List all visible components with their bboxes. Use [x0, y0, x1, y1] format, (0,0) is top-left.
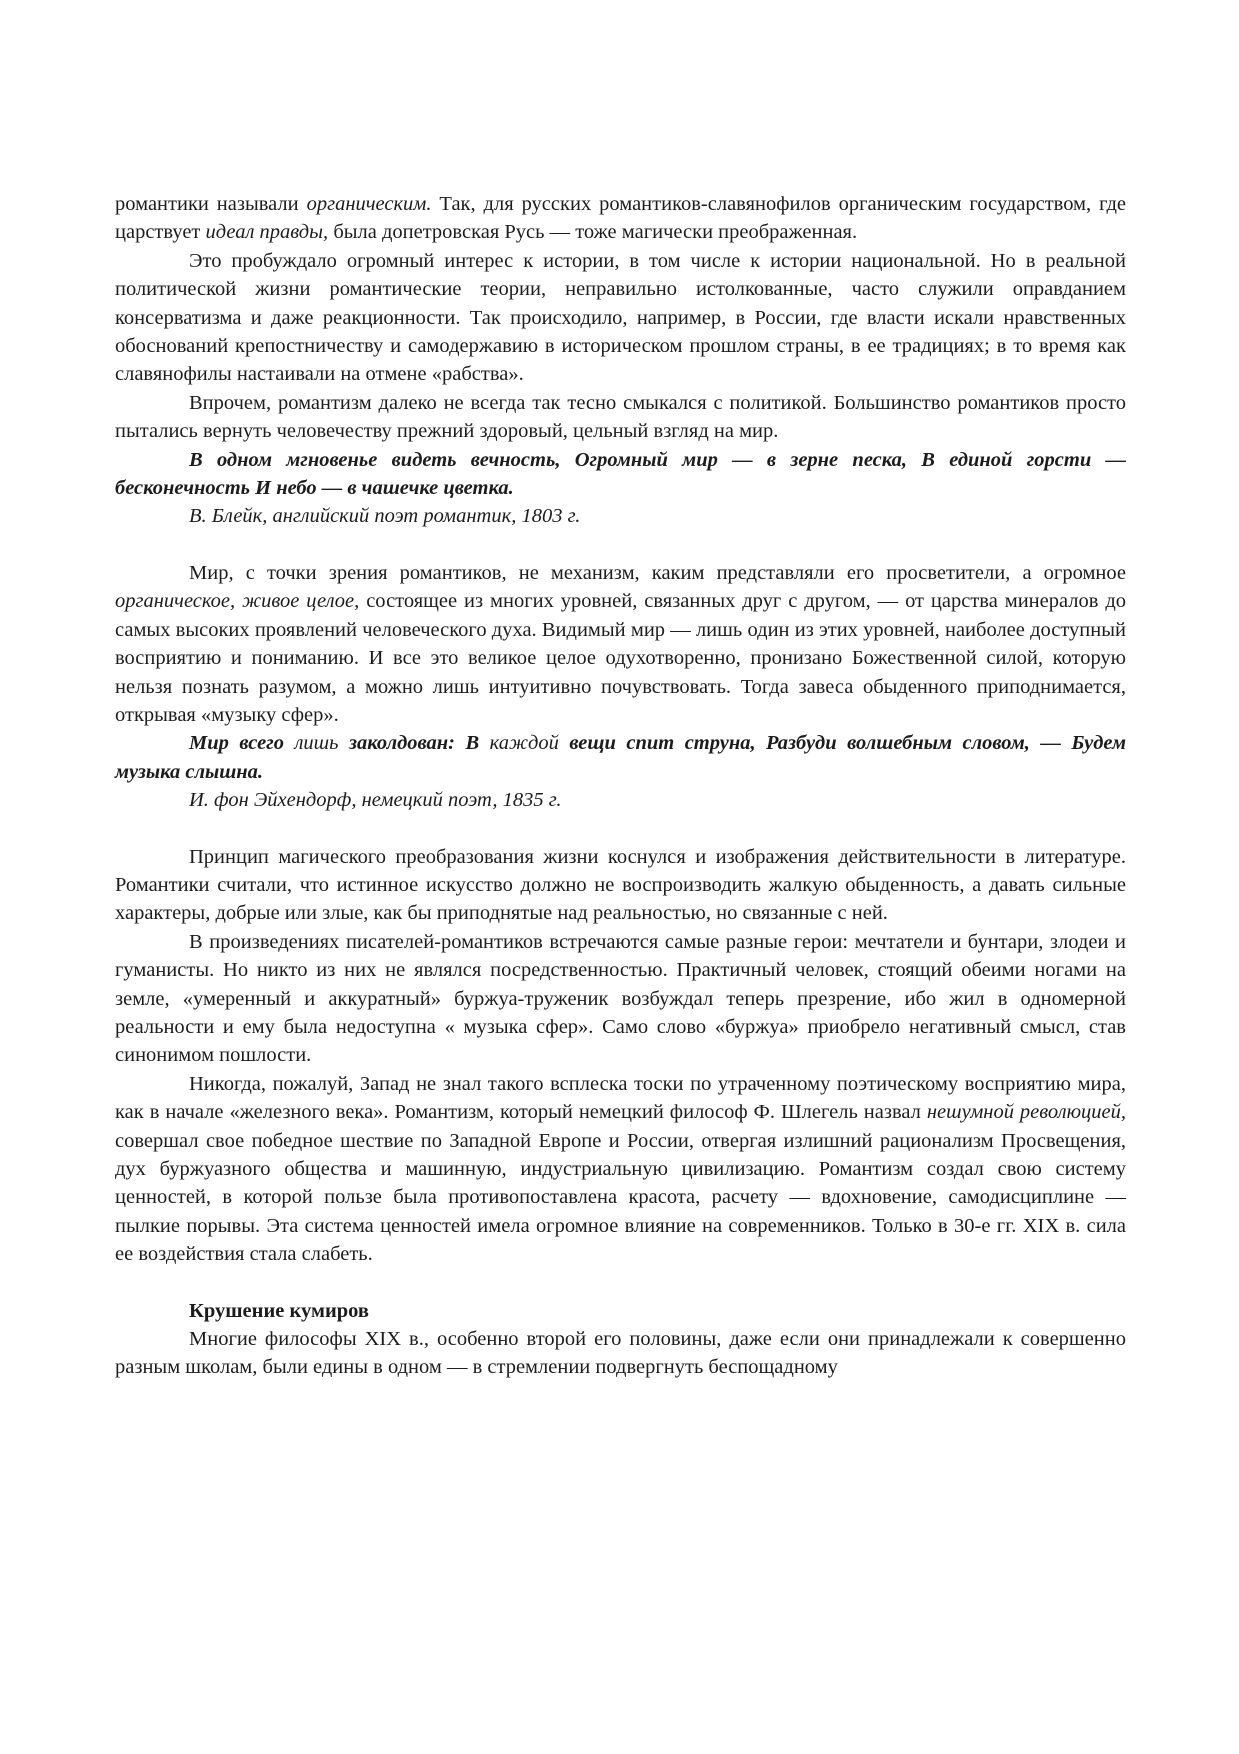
text-segment: Никогда, пожалуй, Запад не знал такого всплеска тоски по утраченному поэтическому восприятию мира, как в начале «железного века». Романтизм, который немецкий философ Ф. Шлегель назвал	[115, 1072, 1126, 1124]
paragraph-3: Впрочем, романтизм далеко не всегда так тесно смыкался с политикой. Большинство романтиков просто пытались вернуть человечеству прежний здоровый, цельный взгляд на мир.	[115, 391, 1126, 443]
emphasis: идеал правды,	[205, 221, 329, 244]
text-segment: романтики называли	[115, 193, 307, 215]
paragraph-4	[115, 559, 1126, 729]
paragraph-1	[115, 190, 1126, 247]
emphasis: органическое, живое целое,	[115, 590, 360, 613]
paragraph-7	[115, 1070, 1126, 1269]
quote-segment: заколдован: В	[338, 732, 490, 755]
emphasis: органическим.	[306, 193, 432, 215]
text-segment: была допетровская Русь — тоже магически преображенная.	[328, 221, 858, 244]
blake-attribution: В. Блейк, английский поэт романтик, 1803 г.	[189, 505, 581, 528]
quote-segment: Мир всего	[189, 732, 295, 755]
quote-segment: вещи спит струна, Разбуди волшебным словом, — Будем музыка слышна.	[115, 732, 1126, 783]
blake-quote: В одном мгновенье видеть вечность, Огромный мир — в зерне песка, В единой горсти — бесконечность И небо — в чашечке цветка.	[115, 448, 1126, 500]
emphasis: нешумной революцией,	[926, 1101, 1127, 1124]
spacer	[115, 815, 1126, 843]
quote-segment: каждой	[489, 732, 559, 755]
paragraph-6: В произведениях писателей-романтиков встречаются самые разные герои: мечтатели и бунтари, злодеи и гуманисты. Но никто из них не являлся посредственностью. Практичный человек, стоящий обеими ногами на земле, «умеренный и аккуратный» буржуа-труженик возбуждал теперь презрение, ибо жил в одномерной реальности и ему была недоступна « музыка сфер». Само слово «буржуа» приобрело негативный смысл, став синонимом пошлости.	[115, 930, 1126, 1067]
text-segment: состоящее из многих уровней, связанных друг с другом, — от царства минералов до самых высоких проявлений человеческого духа. Видимый мир — лишь один из этих уровней, наиболее доступный восприятию и пониманию. И все это великое целое одухотворенно, пронизано Божественной силой, которую нельзя познать разумом, а можно лишь интуитивно почувствовать. Тогда завеса обыденного приподнимается, открывая «музыку сфер».	[115, 590, 1127, 726]
paragraph-5: Принцип магического преобразования жизни коснулся и изображения действительности в литературе. Романтики считали, что истинное искусство должно не воспроизводить жалкую обыденность, а давать сильные характеры, добрые или злые, как бы приподнятые над реальностью, но связанные с ней.	[115, 845, 1126, 925]
spacer	[115, 531, 1126, 559]
section-heading: Крушение кумиров	[189, 1299, 369, 1322]
text-segment: совершал свое победное шествие по Западной Европе и России, отвергая излишний рационализм Просвещения, дух буржуазного общества и машинную, индустриальную цивилизацию. Романтизм создал свою систему ценностей, в которой пользе была противопоставлена красота, расчету — вдохновение, самодисциплине — пылкие порывы. Эта система ценностей имела огромное влияние на современников. Только в 30-е гг. XIX в. сила ее воздействия стала слабеть.	[115, 1129, 1126, 1266]
text-segment: Мир, с точки зрения романтиков, не механизм, каким представляли его просветители, а огромное	[189, 561, 1126, 584]
quote-segment: лишь	[294, 732, 339, 755]
spacer	[115, 1269, 1126, 1297]
paragraph-8: Многие философы XIX в., особенно второй его половины, даже если они принадлежали к совершенно разным школам, были едины в одном — в стремлении подвергнуть беспощадному	[115, 1328, 1126, 1379]
text-segment: Так, для русских романтиков-славянофилов органическим государством, где царствует	[115, 193, 1126, 244]
eichendorff-attribution: И. фон Эйхендорф, немецкий поэт, 1835 г.	[189, 789, 562, 812]
eichendorff-quote	[115, 729, 1126, 786]
paragraph-2: Это пробуждало огромный интерес к истории, в том числе к истории национальной. Но в реальной политической жизни романтические теории, неправильно истолкованные, часто служили оправданием консерватизма и даже реакционности. Так происходило, например, в России, где власти искали нравственных обоснований крепостничеству и самодержавию в историческом прошлом страны, в ее традициях; в то время как славянофилы настаивали на отмене «рабства».	[115, 249, 1126, 386]
document-page	[115, 190, 1126, 1382]
